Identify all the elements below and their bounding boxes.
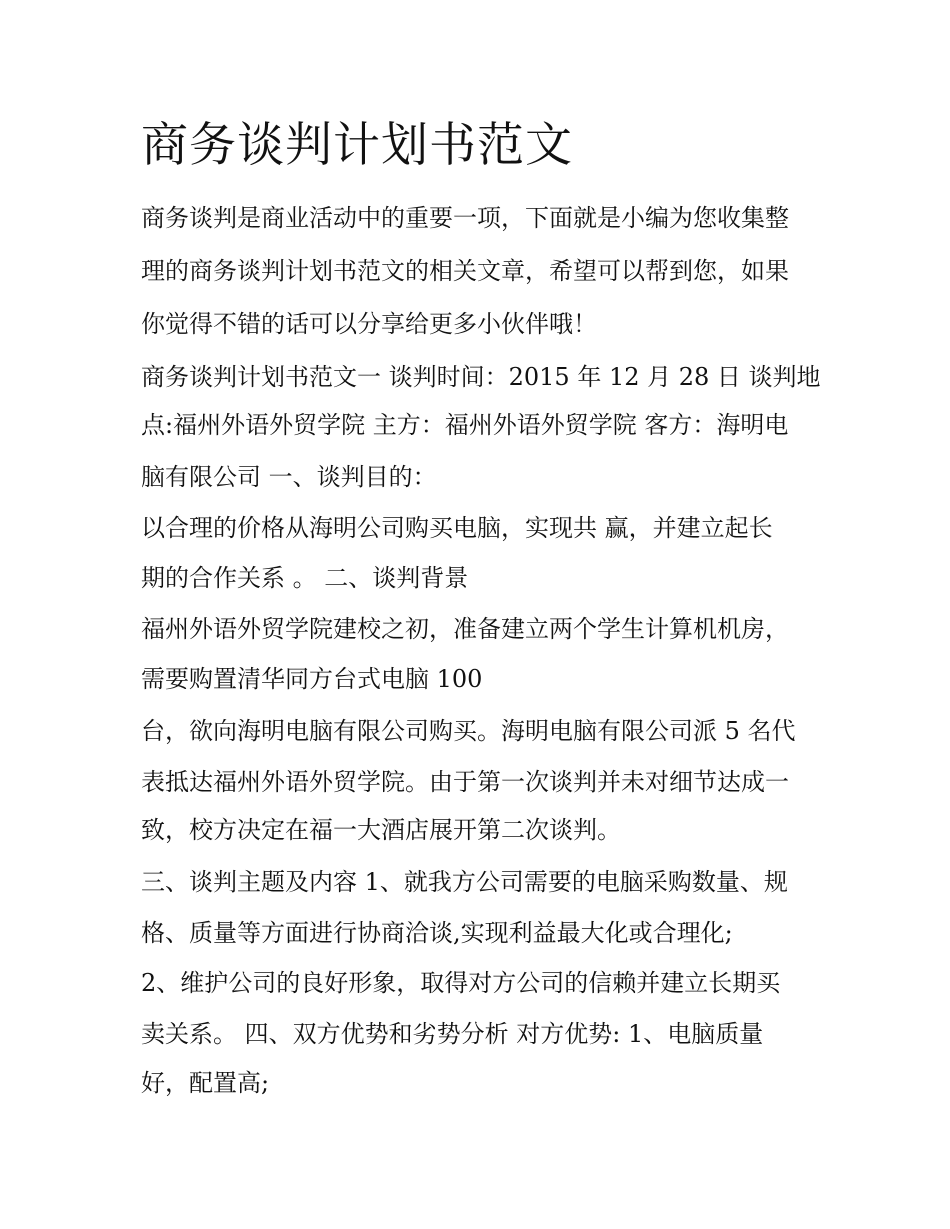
body-line: 脑有限公司 一、谈判目的： <box>141 463 437 491</box>
body-line: 致，校方决定在福一大酒店展开第二次谈判。 <box>141 816 621 844</box>
body-line: 卖关系。 四、双方优势和劣势分析 对方优势: 1、电脑质量 <box>141 1020 764 1048</box>
body-line: 商务谈判是商业活动中的重要一项，下面就是小编为您收集整 <box>141 204 789 232</box>
body-line: 台，欲向海明电脑有限公司购买。海明电脑有限公司派 5 名代 <box>141 717 796 745</box>
body-line: 点:福州外语外贸学院 主方：福州外语外贸学院 客方：海明电 <box>141 411 789 439</box>
body-line: 表抵达福州外语外贸学院。由于第一次谈判并未对细节达成一 <box>141 768 789 796</box>
body-line: 需要购置清华同方台式电脑 100 <box>141 665 483 693</box>
body-line: 格、质量等方面进行协商洽谈,实现利益最大化或合理化; <box>141 919 733 947</box>
body-line: 好，配置高; <box>141 1069 270 1097</box>
document-title: 商务谈判计划书范文 <box>141 118 573 173</box>
body-line: 期的合作关系 。 二、谈判背景 <box>141 564 469 592</box>
body-line: 2、维护公司的良好形象，取得对方公司的信赖并建立长期买 <box>141 969 781 997</box>
body-line: 以合理的价格从海明公司购买电脑，实现共 赢，并建立起长 <box>141 514 773 542</box>
body-line: 理的商务谈判计划书范文的相关文章，希望可以帮到您，如果 <box>141 257 789 285</box>
body-line: 商务谈判计划书范文一 谈判时间：2015 年 12 月 28 日 谈判地 <box>141 363 821 391</box>
body-line: 你觉得不错的话可以分享给更多小伙伴哦！ <box>141 310 597 338</box>
body-line: 福州外语外贸学院建校之初，准备建立两个学生计算机机房， <box>141 615 789 643</box>
body-line: 三、谈判主题及内容 1、就我方公司需要的电脑采购数量、规 <box>141 868 788 896</box>
